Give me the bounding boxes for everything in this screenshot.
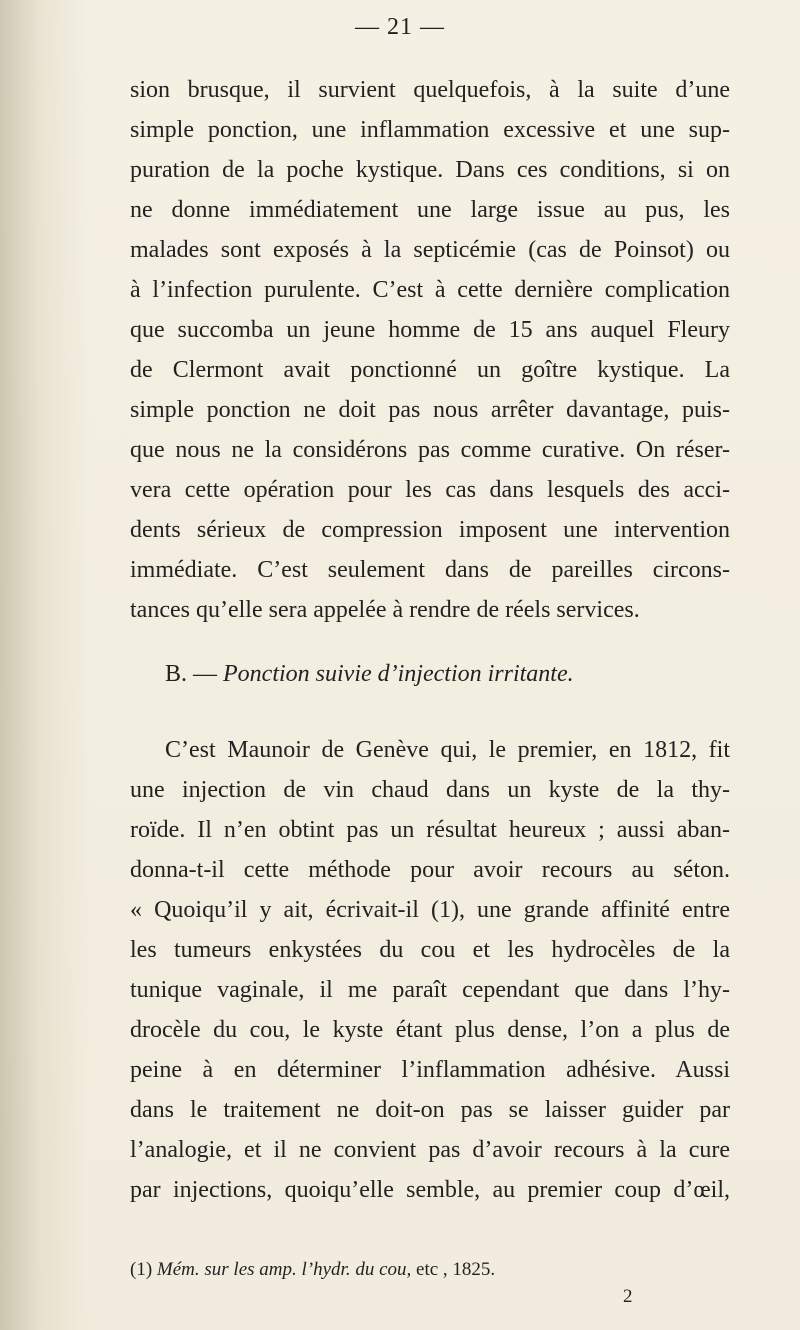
text-line: tances qu’elle sera appelée à rendre de réels services. (130, 597, 640, 623)
footnote-title: Mém. sur les amp. l’hydr. du cou, (156, 1259, 412, 1280)
text-line: roïde. Il n’en obtint pas un résultat heureux ; aussi aban- (130, 817, 730, 843)
footnote-marker: (1) (130, 1259, 153, 1280)
section-title: Ponction suivie d’injection irritante. (223, 661, 574, 687)
text-line: drocèle du cou, le kyste étant plus dense, l’on a plus de (130, 1017, 730, 1043)
text-line: dans le traitement ne doit-on pas se laisser guider par (130, 1097, 730, 1123)
text-line: de Clermont avait ponctionné un goître kystique. La (130, 357, 730, 383)
text-line: donna-t-il cette méthode pour avoir recours au séton. (130, 857, 730, 883)
page-number: — 21 — (355, 14, 445, 40)
text-line: puration de la poche kystique. Dans ces conditions, si on (130, 157, 730, 183)
footnote (130, 1258, 495, 1282)
text-line: malades sont exposés à la septicémie (cas de Poinsot) ou (130, 237, 730, 263)
text-line: tunique vaginale, il me paraît cependant que dans l’hy- (130, 977, 730, 1003)
text-line: peine à en déterminer l’inflammation adhésive. Aussi (130, 1057, 730, 1083)
text-line: que succomba un jeune homme de 15 ans auquel Fleury (130, 317, 730, 343)
text-line: ne donne immédiatement une large issue au pus, les (130, 197, 730, 223)
text-line: par injections, quoiqu’elle semble, au premier coup d’œil, (130, 1177, 730, 1203)
footnote-rest: etc , 1825. (416, 1259, 496, 1280)
section-letter: B. — (165, 661, 218, 687)
text-line: à l’infection purulente. C’est à cette dernière complication (130, 277, 730, 303)
text-line: une injection de vin chaud dans un kyste de la thy- (130, 777, 730, 803)
text-line: C’est Maunoir de Genève qui, le premier, en 1812, fit (165, 737, 730, 763)
text-line: l’analogie, et il ne convient pas d’avoir recours à la cure (130, 1137, 730, 1163)
text-line: sion brusque, il survient quelquefois, à la suite d’une (130, 77, 730, 103)
text-line: simple ponction ne doit pas nous arrêter davantage, puis- (130, 397, 730, 423)
text-line: simple ponction, une inflammation excessive et une sup- (130, 117, 730, 143)
text-line: que nous ne la considérons pas comme curative. On réser- (130, 437, 730, 463)
text-line: dents sérieux de compression imposent une intervention (130, 517, 730, 543)
text-line: vera cette opération pour les cas dans lesquels des acci- (130, 477, 730, 503)
text-line: les tumeurs enkystées du cou et les hydrocèles de la (130, 937, 730, 963)
text-line: immédiate. C’est seulement dans de pareilles circons- (130, 557, 730, 583)
section-heading (165, 658, 574, 690)
text-line: « Quoiqu’il y ait, écrivait-il (1), une grande affinité entre (130, 897, 730, 923)
signature-mark: 2 (623, 1286, 633, 1307)
